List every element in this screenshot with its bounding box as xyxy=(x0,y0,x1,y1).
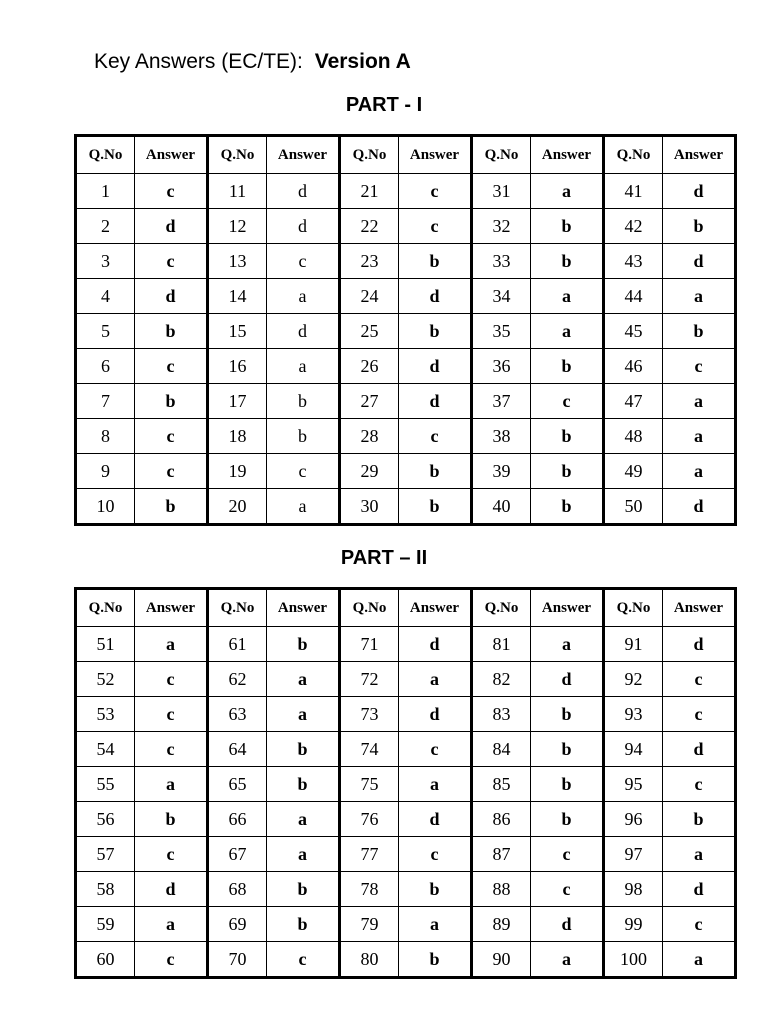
question-number: 21 xyxy=(340,174,399,209)
answer-letter: c xyxy=(135,244,208,279)
answer-letter: a xyxy=(531,279,604,314)
answer-letter: a xyxy=(531,174,604,209)
answer-letter: d xyxy=(531,907,604,942)
qno-header: Q.No xyxy=(208,589,267,627)
question-number: 61 xyxy=(208,627,267,662)
answer-letter: b xyxy=(135,314,208,349)
answer-header: Answer xyxy=(399,136,472,174)
header-row xyxy=(76,136,736,174)
answer-letter: a xyxy=(267,349,340,384)
answer-header: Answer xyxy=(135,136,208,174)
answer-letter: c xyxy=(399,419,472,454)
answer-letter: c xyxy=(663,767,736,802)
question-number: 95 xyxy=(604,767,663,802)
question-number: 2 xyxy=(76,209,135,244)
answer-letter: b xyxy=(399,942,472,978)
question-number: 81 xyxy=(472,627,531,662)
answer-letter: c xyxy=(663,349,736,384)
question-number: 33 xyxy=(472,244,531,279)
question-number: 45 xyxy=(604,314,663,349)
answer-letter: c xyxy=(135,697,208,732)
qno-header: Q.No xyxy=(208,136,267,174)
answer-letter: c xyxy=(267,942,340,978)
answer-letter: d xyxy=(663,244,736,279)
answer-letter: a xyxy=(267,837,340,872)
question-number: 78 xyxy=(340,872,399,907)
answer-letter: b xyxy=(663,314,736,349)
answer-letter: c xyxy=(267,454,340,489)
question-number: 94 xyxy=(604,732,663,767)
answer-letter: b xyxy=(531,802,604,837)
answer-letter: d xyxy=(531,662,604,697)
question-number: 5 xyxy=(76,314,135,349)
question-number: 10 xyxy=(76,489,135,525)
question-number: 11 xyxy=(208,174,267,209)
answer-letter: d xyxy=(135,279,208,314)
part-2-answer-table xyxy=(74,587,737,979)
table-row xyxy=(76,454,736,489)
qno-header: Q.No xyxy=(340,589,399,627)
question-number: 18 xyxy=(208,419,267,454)
question-number: 68 xyxy=(208,872,267,907)
question-number: 72 xyxy=(340,662,399,697)
question-number: 9 xyxy=(76,454,135,489)
answer-letter: b xyxy=(663,802,736,837)
table-row xyxy=(76,802,736,837)
answer-letter: d xyxy=(663,489,736,525)
answer-letter: c xyxy=(267,244,340,279)
answer-header: Answer xyxy=(267,136,340,174)
answer-letter: c xyxy=(663,907,736,942)
table-row xyxy=(76,872,736,907)
qno-header: Q.No xyxy=(76,589,135,627)
answer-letter: b xyxy=(399,489,472,525)
table-row xyxy=(76,174,736,209)
question-number: 77 xyxy=(340,837,399,872)
question-number: 82 xyxy=(472,662,531,697)
question-number: 69 xyxy=(208,907,267,942)
question-number: 54 xyxy=(76,732,135,767)
table-row xyxy=(76,419,736,454)
answer-letter: d xyxy=(135,872,208,907)
question-number: 89 xyxy=(472,907,531,942)
answer-letter: b xyxy=(135,489,208,525)
answer-letter: d xyxy=(267,174,340,209)
answer-letter: b xyxy=(531,244,604,279)
question-number: 99 xyxy=(604,907,663,942)
qno-header: Q.No xyxy=(472,136,531,174)
question-number: 70 xyxy=(208,942,267,978)
question-number: 79 xyxy=(340,907,399,942)
answer-letter: b xyxy=(663,209,736,244)
qno-header: Q.No xyxy=(604,136,663,174)
answer-letter: d xyxy=(663,732,736,767)
header-row xyxy=(76,589,736,627)
table-row xyxy=(76,349,736,384)
question-number: 63 xyxy=(208,697,267,732)
question-number: 3 xyxy=(76,244,135,279)
question-number: 76 xyxy=(340,802,399,837)
answer-letter: c xyxy=(135,419,208,454)
answer-letter: c xyxy=(135,662,208,697)
answer-letter: c xyxy=(663,697,736,732)
question-number: 29 xyxy=(340,454,399,489)
answer-letter: b xyxy=(267,627,340,662)
question-number: 30 xyxy=(340,489,399,525)
answer-letter: b xyxy=(531,489,604,525)
question-number: 13 xyxy=(208,244,267,279)
question-number: 97 xyxy=(604,837,663,872)
question-number: 31 xyxy=(472,174,531,209)
table-row xyxy=(76,697,736,732)
table-row xyxy=(76,942,736,978)
answer-letter: c xyxy=(399,837,472,872)
table-row xyxy=(76,489,736,525)
question-number: 50 xyxy=(604,489,663,525)
question-number: 14 xyxy=(208,279,267,314)
answer-letter: b xyxy=(399,314,472,349)
answer-letter: c xyxy=(663,662,736,697)
answer-header: Answer xyxy=(663,589,736,627)
answer-letter: b xyxy=(267,384,340,419)
question-number: 8 xyxy=(76,419,135,454)
question-number: 36 xyxy=(472,349,531,384)
answer-letter: c xyxy=(135,942,208,978)
question-number: 26 xyxy=(340,349,399,384)
answer-letter: b xyxy=(267,732,340,767)
question-number: 42 xyxy=(604,209,663,244)
answer-letter: b xyxy=(135,802,208,837)
answer-letter: d xyxy=(663,627,736,662)
answer-letter: c xyxy=(399,732,472,767)
answer-letter: b xyxy=(531,697,604,732)
answer-letter: a xyxy=(663,454,736,489)
answer-letter: b xyxy=(531,209,604,244)
answer-letter: a xyxy=(663,942,736,978)
question-number: 65 xyxy=(208,767,267,802)
answer-letter: a xyxy=(663,384,736,419)
question-number: 93 xyxy=(604,697,663,732)
answer-header: Answer xyxy=(531,589,604,627)
answer-header: Answer xyxy=(531,136,604,174)
question-number: 55 xyxy=(76,767,135,802)
answer-letter: b xyxy=(531,767,604,802)
answer-header: Answer xyxy=(267,589,340,627)
question-number: 28 xyxy=(340,419,399,454)
answer-letter: a xyxy=(399,767,472,802)
question-number: 75 xyxy=(340,767,399,802)
question-number: 87 xyxy=(472,837,531,872)
answer-letter: b xyxy=(399,872,472,907)
answer-letter: a xyxy=(135,767,208,802)
question-number: 1 xyxy=(76,174,135,209)
question-number: 98 xyxy=(604,872,663,907)
answer-letter: d xyxy=(399,349,472,384)
answer-letter: c xyxy=(531,872,604,907)
answer-letter: a xyxy=(267,279,340,314)
answer-letter: c xyxy=(399,209,472,244)
part-1-heading: PART - I xyxy=(345,94,423,116)
table-row xyxy=(76,279,736,314)
answer-letter: d xyxy=(663,174,736,209)
part-1-answer-table xyxy=(74,134,737,526)
question-number: 84 xyxy=(472,732,531,767)
answer-letter: d xyxy=(399,384,472,419)
page-title xyxy=(94,50,411,74)
question-number: 91 xyxy=(604,627,663,662)
answer-letter: a xyxy=(531,314,604,349)
question-number: 43 xyxy=(604,244,663,279)
question-number: 88 xyxy=(472,872,531,907)
answer-header: Answer xyxy=(663,136,736,174)
question-number: 80 xyxy=(340,942,399,978)
question-number: 46 xyxy=(604,349,663,384)
answer-letter: a xyxy=(267,697,340,732)
answer-letter: c xyxy=(135,454,208,489)
table-row xyxy=(76,907,736,942)
answer-letter: c xyxy=(531,384,604,419)
answer-letter: d xyxy=(399,697,472,732)
question-number: 58 xyxy=(76,872,135,907)
question-number: 51 xyxy=(76,627,135,662)
question-number: 47 xyxy=(604,384,663,419)
question-number: 4 xyxy=(76,279,135,314)
question-number: 49 xyxy=(604,454,663,489)
part-2-heading: PART – II xyxy=(340,547,428,569)
question-number: 64 xyxy=(208,732,267,767)
question-number: 17 xyxy=(208,384,267,419)
question-number: 56 xyxy=(76,802,135,837)
question-number: 52 xyxy=(76,662,135,697)
question-number: 66 xyxy=(208,802,267,837)
answer-letter: a xyxy=(663,419,736,454)
answer-letter: a xyxy=(267,802,340,837)
answer-header: Answer xyxy=(135,589,208,627)
question-number: 27 xyxy=(340,384,399,419)
question-number: 12 xyxy=(208,209,267,244)
question-number: 23 xyxy=(340,244,399,279)
table-row xyxy=(76,837,736,872)
answer-letter: d xyxy=(399,627,472,662)
answer-letter: c xyxy=(531,837,604,872)
question-number: 25 xyxy=(340,314,399,349)
answer-header: Answer xyxy=(399,589,472,627)
answer-letter: d xyxy=(399,279,472,314)
answer-letter: d xyxy=(135,209,208,244)
answer-letter: d xyxy=(399,802,472,837)
answer-letter: a xyxy=(135,627,208,662)
question-number: 16 xyxy=(208,349,267,384)
table-row xyxy=(76,314,736,349)
answer-letter: b xyxy=(267,872,340,907)
question-number: 86 xyxy=(472,802,531,837)
qno-header: Q.No xyxy=(604,589,663,627)
answer-letter: a xyxy=(267,662,340,697)
answer-letter: c xyxy=(135,174,208,209)
question-number: 37 xyxy=(472,384,531,419)
question-number: 48 xyxy=(604,419,663,454)
answer-letter: b xyxy=(267,419,340,454)
question-number: 40 xyxy=(472,489,531,525)
answer-letter: c xyxy=(135,349,208,384)
table-row xyxy=(76,244,736,279)
question-number: 62 xyxy=(208,662,267,697)
question-number: 92 xyxy=(604,662,663,697)
table-row xyxy=(76,627,736,662)
answer-letter: a xyxy=(135,907,208,942)
answer-letter: b xyxy=(531,349,604,384)
answer-letter: c xyxy=(135,732,208,767)
answer-letter: b xyxy=(267,907,340,942)
question-number: 22 xyxy=(340,209,399,244)
answer-letter: a xyxy=(399,907,472,942)
question-number: 44 xyxy=(604,279,663,314)
qno-header: Q.No xyxy=(472,589,531,627)
question-number: 34 xyxy=(472,279,531,314)
question-number: 57 xyxy=(76,837,135,872)
question-number: 59 xyxy=(76,907,135,942)
answer-letter: b xyxy=(267,767,340,802)
qno-header: Q.No xyxy=(76,136,135,174)
question-number: 19 xyxy=(208,454,267,489)
answer-letter: b xyxy=(399,244,472,279)
answer-letter: b xyxy=(399,454,472,489)
answer-letter: d xyxy=(267,314,340,349)
question-number: 73 xyxy=(340,697,399,732)
question-number: 60 xyxy=(76,942,135,978)
answer-letter: a xyxy=(663,837,736,872)
answer-letter: a xyxy=(399,662,472,697)
answer-letter: c xyxy=(135,837,208,872)
table-row xyxy=(76,662,736,697)
answer-letter: a xyxy=(267,489,340,525)
answer-letter: a xyxy=(531,942,604,978)
answer-letter: b xyxy=(531,419,604,454)
answer-letter: b xyxy=(531,732,604,767)
table-row xyxy=(76,767,736,802)
answer-letter: a xyxy=(531,627,604,662)
question-number: 20 xyxy=(208,489,267,525)
question-number: 53 xyxy=(76,697,135,732)
question-number: 41 xyxy=(604,174,663,209)
qno-header: Q.No xyxy=(340,136,399,174)
question-number: 7 xyxy=(76,384,135,419)
title-version: Version A xyxy=(314,50,411,73)
answer-letter: b xyxy=(135,384,208,419)
question-number: 24 xyxy=(340,279,399,314)
question-number: 74 xyxy=(340,732,399,767)
title-prefix: Key Answers (EC/TE): xyxy=(94,50,303,73)
answer-letter: a xyxy=(663,279,736,314)
question-number: 85 xyxy=(472,767,531,802)
answer-letter: d xyxy=(663,872,736,907)
question-number: 39 xyxy=(472,454,531,489)
question-number: 38 xyxy=(472,419,531,454)
table-row xyxy=(76,732,736,767)
question-number: 67 xyxy=(208,837,267,872)
table-row xyxy=(76,209,736,244)
question-number: 90 xyxy=(472,942,531,978)
answer-letter: d xyxy=(267,209,340,244)
question-number: 15 xyxy=(208,314,267,349)
answer-letter: c xyxy=(399,174,472,209)
question-number: 32 xyxy=(472,209,531,244)
table-row xyxy=(76,384,736,419)
question-number: 6 xyxy=(76,349,135,384)
question-number: 71 xyxy=(340,627,399,662)
answer-letter: b xyxy=(531,454,604,489)
question-number: 96 xyxy=(604,802,663,837)
question-number: 83 xyxy=(472,697,531,732)
question-number: 35 xyxy=(472,314,531,349)
question-number: 100 xyxy=(604,942,663,978)
